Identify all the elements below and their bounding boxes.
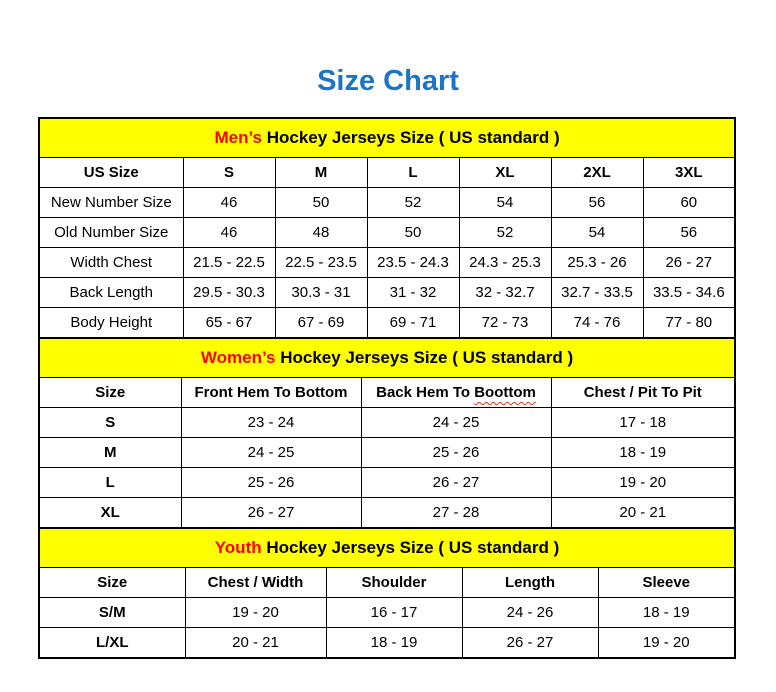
- column-header: XL: [459, 158, 551, 188]
- table-row: [39, 278, 735, 308]
- column-header: Length: [462, 568, 598, 598]
- mens-table-title: [39, 118, 735, 158]
- womens-header-row: [39, 378, 735, 408]
- column-header-text: Back Hem To: [376, 384, 475, 401]
- table-row: [39, 628, 735, 659]
- size-value-cell: 52: [459, 218, 551, 248]
- table-row: [39, 408, 735, 438]
- row-label: Width Chest: [39, 248, 183, 278]
- size-value-cell: 50: [275, 188, 367, 218]
- size-value-cell: 24 - 25: [361, 408, 551, 438]
- size-value-cell: 33.5 - 34.6: [643, 278, 735, 308]
- caption-text: Hockey Jerseys Size ( US standard ): [261, 538, 560, 557]
- column-header: S: [183, 158, 275, 188]
- column-header: Front Hem To Bottom: [181, 378, 361, 408]
- column-header: M: [275, 158, 367, 188]
- size-value-cell: 27 - 28: [361, 498, 551, 529]
- row-label: Old Number Size: [39, 218, 183, 248]
- size-value-cell: 56: [643, 218, 735, 248]
- row-label: L: [39, 468, 181, 498]
- row-label: New Number Size: [39, 188, 183, 218]
- column-header: 3XL: [643, 158, 735, 188]
- column-header: 2XL: [551, 158, 643, 188]
- size-value-cell: 22.5 - 23.5: [275, 248, 367, 278]
- column-header: US Size: [39, 158, 183, 188]
- size-value-cell: 50: [367, 218, 459, 248]
- size-value-cell: 19 - 20: [598, 628, 735, 659]
- table-row: [39, 308, 735, 339]
- spellcheck-squiggle-word: Boottom: [474, 384, 536, 401]
- size-value-cell: 69 - 71: [367, 308, 459, 339]
- size-value-cell: 56: [551, 188, 643, 218]
- size-value-cell: 16 - 17: [326, 598, 462, 628]
- size-value-cell: 23.5 - 24.3: [367, 248, 459, 278]
- size-value-cell: 29.5 - 30.3: [183, 278, 275, 308]
- mens-header-row: [39, 158, 735, 188]
- size-value-cell: 67 - 69: [275, 308, 367, 339]
- size-value-cell: 60: [643, 188, 735, 218]
- size-value-cell: 24.3 - 25.3: [459, 248, 551, 278]
- page-title: Size Chart: [317, 65, 459, 97]
- youth-size-table: [38, 527, 736, 659]
- column-header: Shoulder: [326, 568, 462, 598]
- size-value-cell: 18 - 19: [326, 628, 462, 659]
- size-value-cell: 26 - 27: [361, 468, 551, 498]
- table-row: [39, 598, 735, 628]
- column-header-misspelled: [361, 378, 551, 408]
- row-label: M: [39, 438, 181, 468]
- row-label: S: [39, 408, 181, 438]
- mens-caption-row: [39, 118, 735, 158]
- youth-caption-row: [39, 528, 735, 568]
- size-value-cell: 25.3 - 26: [551, 248, 643, 278]
- table-row: [39, 498, 735, 529]
- womens-table-title: [39, 338, 735, 378]
- size-value-cell: 46: [183, 188, 275, 218]
- size-value-cell: 48: [275, 218, 367, 248]
- size-value-cell: 46: [183, 218, 275, 248]
- size-value-cell: 65 - 67: [183, 308, 275, 339]
- row-label: L/XL: [39, 628, 185, 659]
- size-value-cell: 20 - 21: [551, 498, 735, 529]
- size-value-cell: 24 - 26: [462, 598, 598, 628]
- size-value-cell: 17 - 18: [551, 408, 735, 438]
- size-value-cell: 24 - 25: [181, 438, 361, 468]
- size-value-cell: 72 - 73: [459, 308, 551, 339]
- size-value-cell: 31 - 32: [367, 278, 459, 308]
- mens-size-table: [38, 117, 736, 339]
- size-value-cell: 25 - 26: [361, 438, 551, 468]
- row-label: Body Height: [39, 308, 183, 339]
- row-label: S/M: [39, 598, 185, 628]
- table-row: [39, 188, 735, 218]
- table-row: [39, 438, 735, 468]
- size-value-cell: 32.7 - 33.5: [551, 278, 643, 308]
- size-value-cell: 26 - 27: [462, 628, 598, 659]
- row-label: XL: [39, 498, 181, 529]
- size-value-cell: 74 - 76: [551, 308, 643, 339]
- size-value-cell: 25 - 26: [181, 468, 361, 498]
- womens-size-table: [38, 337, 736, 529]
- womens-caption-row: [39, 338, 735, 378]
- size-value-cell: 32 - 32.7: [459, 278, 551, 308]
- size-value-cell: 23 - 24: [181, 408, 361, 438]
- caption-highlight: Men’s: [214, 128, 262, 147]
- column-header: Size: [39, 568, 185, 598]
- column-header: Sleeve: [598, 568, 735, 598]
- row-label: Back Length: [39, 278, 183, 308]
- column-header: Chest / Width: [185, 568, 326, 598]
- table-row: [39, 248, 735, 278]
- size-value-cell: 21.5 - 22.5: [183, 248, 275, 278]
- column-header: L: [367, 158, 459, 188]
- caption-highlight: Youth: [214, 538, 262, 557]
- size-tables-container: [38, 117, 734, 659]
- caption-highlight: Women’s: [200, 348, 276, 367]
- youth-table-title: [39, 528, 735, 568]
- youth-header-row: [39, 568, 735, 598]
- size-value-cell: 18 - 19: [551, 438, 735, 468]
- column-header: Size: [39, 378, 181, 408]
- size-value-cell: 30.3 - 31: [275, 278, 367, 308]
- size-value-cell: 19 - 20: [185, 598, 326, 628]
- size-value-cell: 52: [367, 188, 459, 218]
- size-value-cell: 18 - 19: [598, 598, 735, 628]
- size-value-cell: 20 - 21: [185, 628, 326, 659]
- table-row: [39, 468, 735, 498]
- size-value-cell: 26 - 27: [643, 248, 735, 278]
- column-header: Chest / Pit To Pit: [551, 378, 735, 408]
- size-value-cell: 26 - 27: [181, 498, 361, 529]
- size-value-cell: 54: [551, 218, 643, 248]
- size-value-cell: 77 - 80: [643, 308, 735, 339]
- size-value-cell: 19 - 20: [551, 468, 735, 498]
- size-value-cell: 54: [459, 188, 551, 218]
- caption-text: Hockey Jerseys Size ( US standard ): [275, 348, 574, 367]
- table-row: [39, 218, 735, 248]
- caption-text: Hockey Jerseys Size ( US standard ): [262, 128, 560, 147]
